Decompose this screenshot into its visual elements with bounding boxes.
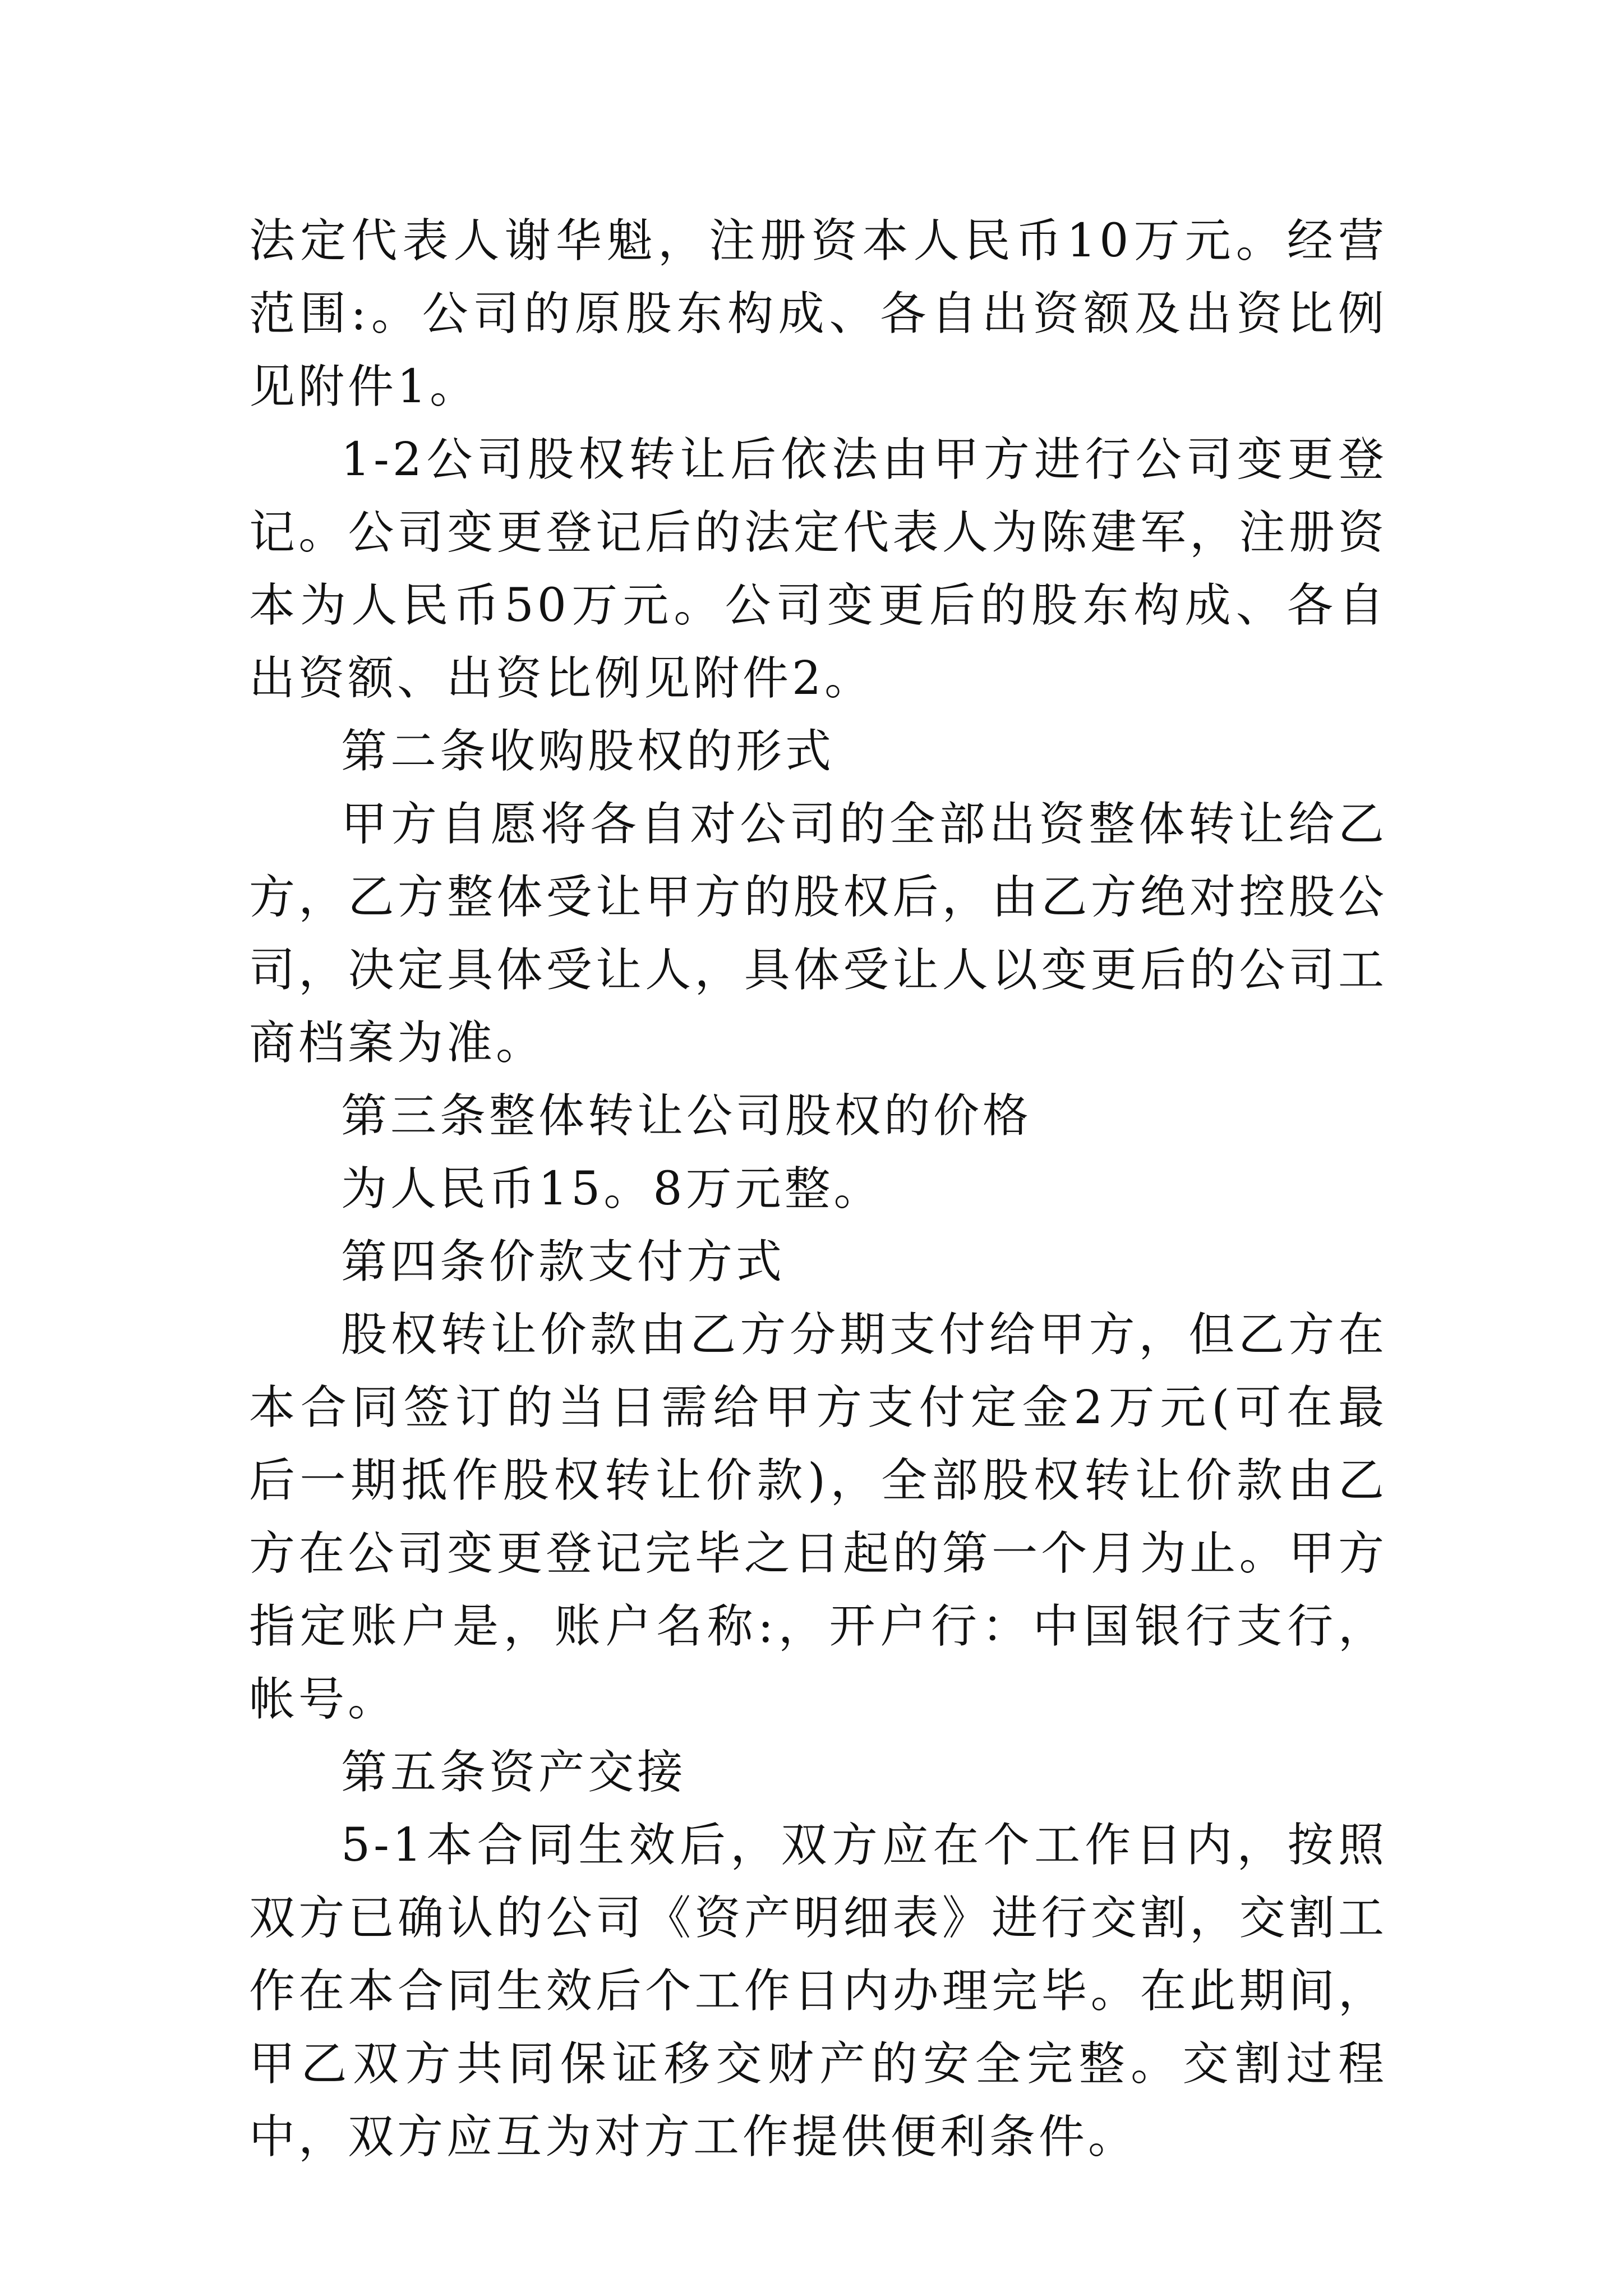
heading-article-2: 第二条收购股权的形式 bbox=[341, 725, 835, 778]
paragraph-5-1: 5-1本合同生效后，双方应在个工作日内，按照双方已确认的公司《资产明细表》进行交割，交割工作在本合同生效后个工作日内办理完毕。在此期间，甲乙双方共同保证移交财产的安全完整。交割过程中，双方应互为对方工作提供便利条件。 bbox=[249, 1819, 1387, 2164]
heading-article-3: 第三条整体转让公司股权的价格 bbox=[341, 1089, 1032, 1143]
paragraph-article-4: 股权转让价款由乙方分期支付给甲方，但乙方在本合同签订的当日需给甲方支付定金2万元(可在最后一期抵作股权转让价款)，全部股权转让价款由乙方在公司变更登记完毕之日起的第一个月为止。甲方指定账户是，账户名称:，开户行：中国银行支行，帐号。 bbox=[249, 1308, 1387, 1726]
paragraph-article-2: 甲方自愿将各自对公司的全部出资整体转让给乙方，乙方整体受让甲方的股权后，由乙方绝对控股公司，决定具体受让人，具体受让人以变更后的公司工商档案为准。 bbox=[249, 798, 1387, 1070]
document-body bbox=[249, 205, 1387, 2174]
paragraph-article-3: 为人民币15。8万元整。 bbox=[341, 1162, 883, 1216]
paragraph-company-info: 法定代表人谢华魁，注册资本人民币10万元。经营范围:。公司的原股东构成、各自出资额及出资比例见附件1。 bbox=[249, 214, 1387, 413]
heading-article-5: 第五条资产交接 bbox=[341, 1746, 687, 1799]
paragraph-1-2: 1-2公司股权转让后依法由甲方进行公司变更登记。公司变更登记后的法定代表人为陈建军，注册资本为人民币50万元。公司变更后的股东构成、各自出资额、出资比例见附件2。 bbox=[249, 433, 1387, 705]
heading-article-4: 第四条价款支付方式 bbox=[341, 1235, 786, 1289]
